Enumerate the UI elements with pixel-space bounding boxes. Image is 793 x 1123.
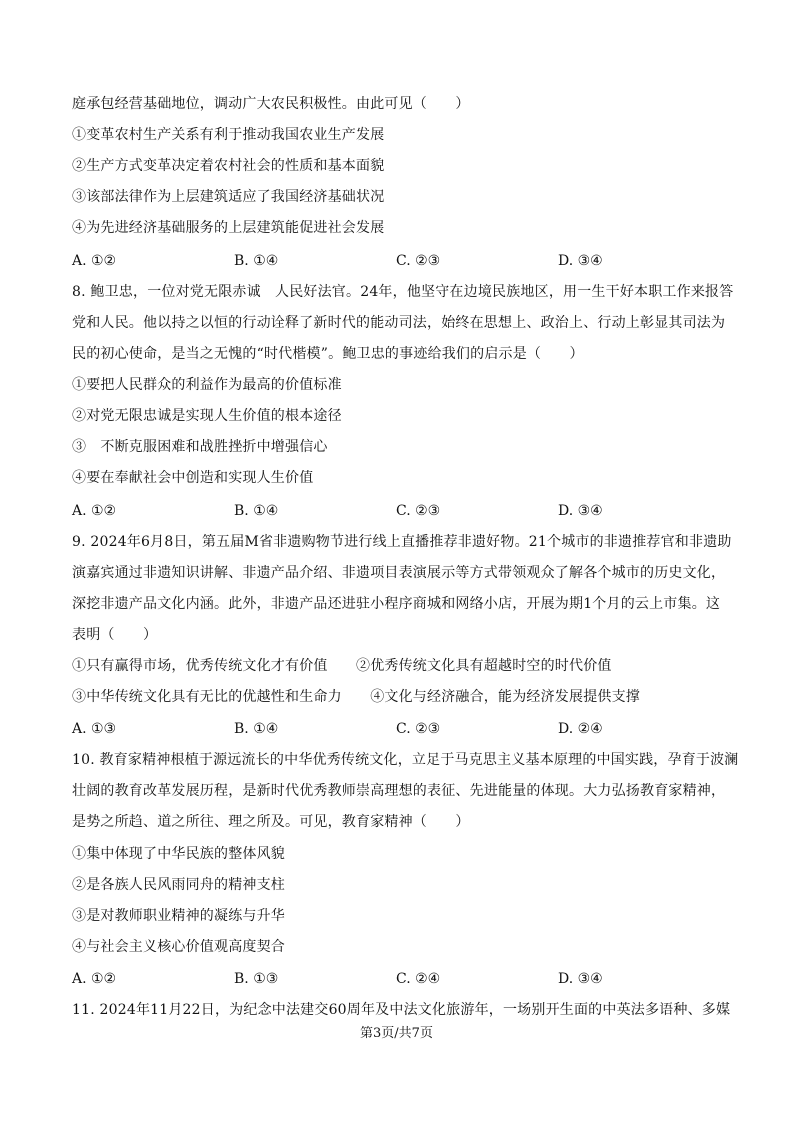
q10-option-b: B. ①③	[234, 971, 279, 987]
q10-option-a: A. ①②	[72, 971, 117, 987]
q8-option-d: D. ③④	[558, 503, 603, 519]
q9-statements-row-1: ①只有赢得市场，优秀传统文化才有价值 ②优秀传统文化具有超越时空的时代价值	[72, 658, 612, 674]
q9-option-a: A. ①③	[72, 721, 117, 737]
q9-statements-row-2: ③中华传统文化具有无比的优越性和生命力 ④文化与经济融合，能为经济发展提供支撑	[72, 689, 640, 705]
q9-stem-line-4: 表明（ ）	[72, 627, 158, 643]
q10-options	[72, 970, 732, 988]
q9-option-b: B. ①④	[234, 721, 279, 737]
q9-options	[72, 720, 732, 738]
q10-option-d: D. ③④	[558, 971, 603, 987]
q7-options	[72, 252, 732, 270]
q8-option-c: C. ②③	[396, 503, 441, 519]
q8-option-b: B. ①④	[234, 503, 279, 519]
q10-statement-4: ④与社会主义核心价值观高度契合	[72, 939, 285, 955]
q7-statement-2: ②生产方式变革决定着农村社会的性质和基本面貌	[72, 158, 385, 174]
q9-stem-line-1: 9. 2024年6月8日，第五届M省非遗购物节进行线上直播推荐非遗好物。21个城市的非遗推荐官和非遗助	[72, 534, 732, 550]
q7-option-b: B. ①④	[234, 253, 279, 269]
q9-stem-line-3: 深挖非遗产品文化内涵。此外，非遗产品还进驻小程序商城和网络小店，开展为期1个月的云上市集。这	[72, 596, 721, 612]
q10-stem-line-1: 10. 教育家精神根植于源远流长的中华优秀传统文化，立足于马克思主义基本原理的中国实践，孕育于波澜	[72, 752, 739, 768]
q8-statement-1: ①要把人民群众的利益作为最高的价值标准	[72, 377, 342, 393]
q10-statement-2: ②是各族人民风雨同舟的精神支柱	[72, 877, 285, 893]
q8-stem-line-3: 民的初心使命，是当之无愧的“时代楷模”。鲍卫忠的事迹给我们的启示是（ ）	[72, 346, 584, 362]
q10-stem-line-3: 是势之所趋、道之所往、理之所及。可见，教育家精神（ ）	[72, 814, 470, 830]
q7-statement-3: ③该部法律作为上层建筑适应了我国经济基础状况	[72, 189, 385, 205]
q11-stem-line-1: 11. 2024年11月22日，为纪念中法建交60周年及中法文化旅游年，一场别开生面的中英法多语种、多媒	[72, 1002, 731, 1018]
q8-statement-3: ③ 不断克服困难和战胜挫折中增强信心	[72, 439, 328, 455]
q10-option-c: C. ②④	[396, 971, 441, 987]
q10-statement-1: ①集中体现了中华民族的整体风貌	[72, 846, 285, 862]
q9-option-d: D. ②④	[558, 721, 603, 737]
q9-stem-line-2: 演嘉宾通过非遗知识讲解、非遗产品介绍、非遗项目表演展示等方式带领观众了解各个城市的历史文化，	[72, 565, 726, 581]
q8-stem-line-1: 8. 鲍卫忠，一位对党无限赤诚 人民好法官。24年，他坚守在边境民族地区，用一生干好本职工作来报答	[72, 284, 734, 300]
question-7-stem-tail: 庭承包经营基础地位，调动广大农民积极性。由此可见（ ）	[72, 96, 470, 112]
q7-option-c: C. ②③	[396, 253, 441, 269]
q10-statement-3: ③是对教师职业精神的凝练与升华	[72, 908, 285, 924]
q10-stem-line-2: 壮阔的教育改革发展历程，是新时代优秀教师崇高理想的表征、先进能量的体现。大力弘扬教育家精神，	[72, 783, 726, 799]
q7-statement-4: ④为先进经济基础服务的上层建筑能促进社会发展	[72, 220, 385, 236]
q8-statement-2: ②对党无限忠诚是实现人生价值的根本途径	[72, 408, 342, 424]
q7-statement-1: ①变革农村生产关系有利于推动我国农业生产发展	[72, 127, 385, 143]
page-number: 第3页/共7页	[360, 1026, 433, 1041]
q7-option-d: D. ③④	[558, 253, 603, 269]
q8-option-a: A. ①②	[72, 503, 117, 519]
q8-options	[72, 502, 732, 520]
q8-statement-4: ④要在奉献社会中创造和实现人生价值	[72, 470, 314, 486]
q7-option-a: A. ①②	[72, 253, 117, 269]
q8-stem-line-2: 党和人民。他以持之以恒的行动诠释了新时代的能动司法，始终在思想上、政治上、行动上彰显其司法为	[72, 315, 726, 331]
q9-option-c: C. ②③	[396, 721, 441, 737]
